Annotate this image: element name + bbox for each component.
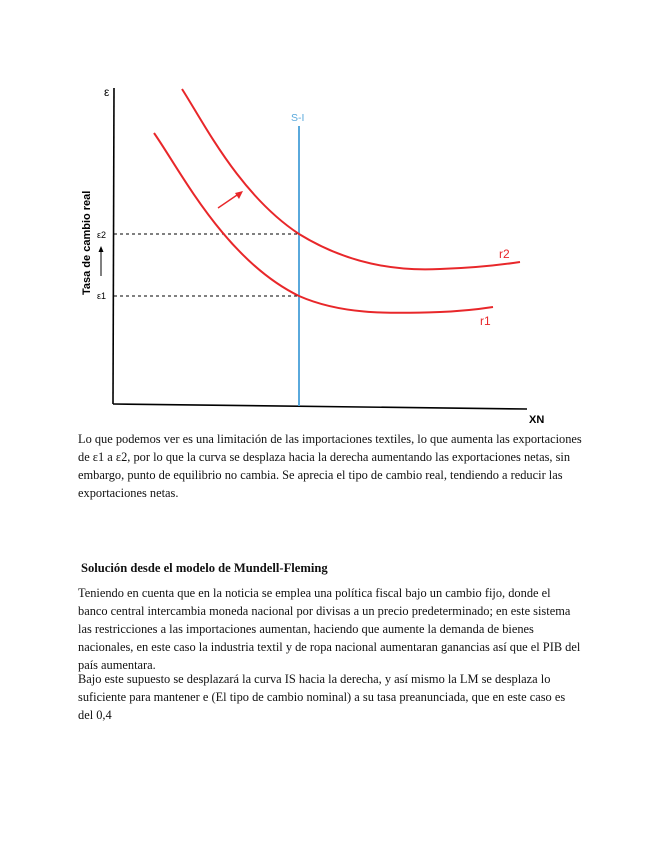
paragraph-2: Teniendo en cuenta que en la noticia se emplea una política fiscal bajo un cambio fijo, donde el banco central intercambia moneda nacional por divisas a un precio predeterminado; en este sistema las restricciones a las importaciones aumentan, haciendo que aumente la demanda de bienes nacionales, en este caso la industria textil y de ropa nacional aumentaran ganancias así que el PIB del país aumentara. bbox=[78, 586, 581, 672]
curve-r1 bbox=[154, 133, 493, 313]
x-axis bbox=[113, 404, 527, 409]
y-axis bbox=[113, 88, 114, 404]
section-heading: Solución desde el modelo de Mundell-Fleming bbox=[81, 561, 328, 575]
x-axis-label: XN bbox=[529, 414, 545, 426]
curve-r1-label: r1 bbox=[480, 314, 491, 328]
epsilon-1-label: ε1 bbox=[97, 291, 107, 301]
paragraph-1: Lo que podemos ver es una limitación de las importaciones textiles, lo que aumenta las exportaciones de ε1 a ε2, por lo que la curva se desplaza hacia la derecha aumentando las exportaciones netas, sin embargo, punto de equilibrio no cambia. Se aprecia el tipo de cambio real, tendiendo a reducir las exportaciones netas. bbox=[78, 432, 582, 500]
y-axis-symbol: ε bbox=[104, 85, 110, 99]
paragraph-3: Bajo este supuesto se desplazará la curva IS hacia la derecha, y así mismo la LM se desplaza lo suficiente para mantener e (El tipo de cambio nominal) a su tasa preanunciada, que en este caso es del 0,4 bbox=[78, 672, 566, 722]
epsilon-2-label: ε2 bbox=[97, 230, 107, 240]
curve-r2-label: r2 bbox=[499, 247, 510, 261]
s-i-label: S-I bbox=[291, 112, 305, 124]
y-axis-label: Tasa de cambio real bbox=[81, 190, 93, 295]
y-increase-arrow-icon bbox=[99, 246, 104, 252]
curve-r2 bbox=[182, 89, 520, 269]
